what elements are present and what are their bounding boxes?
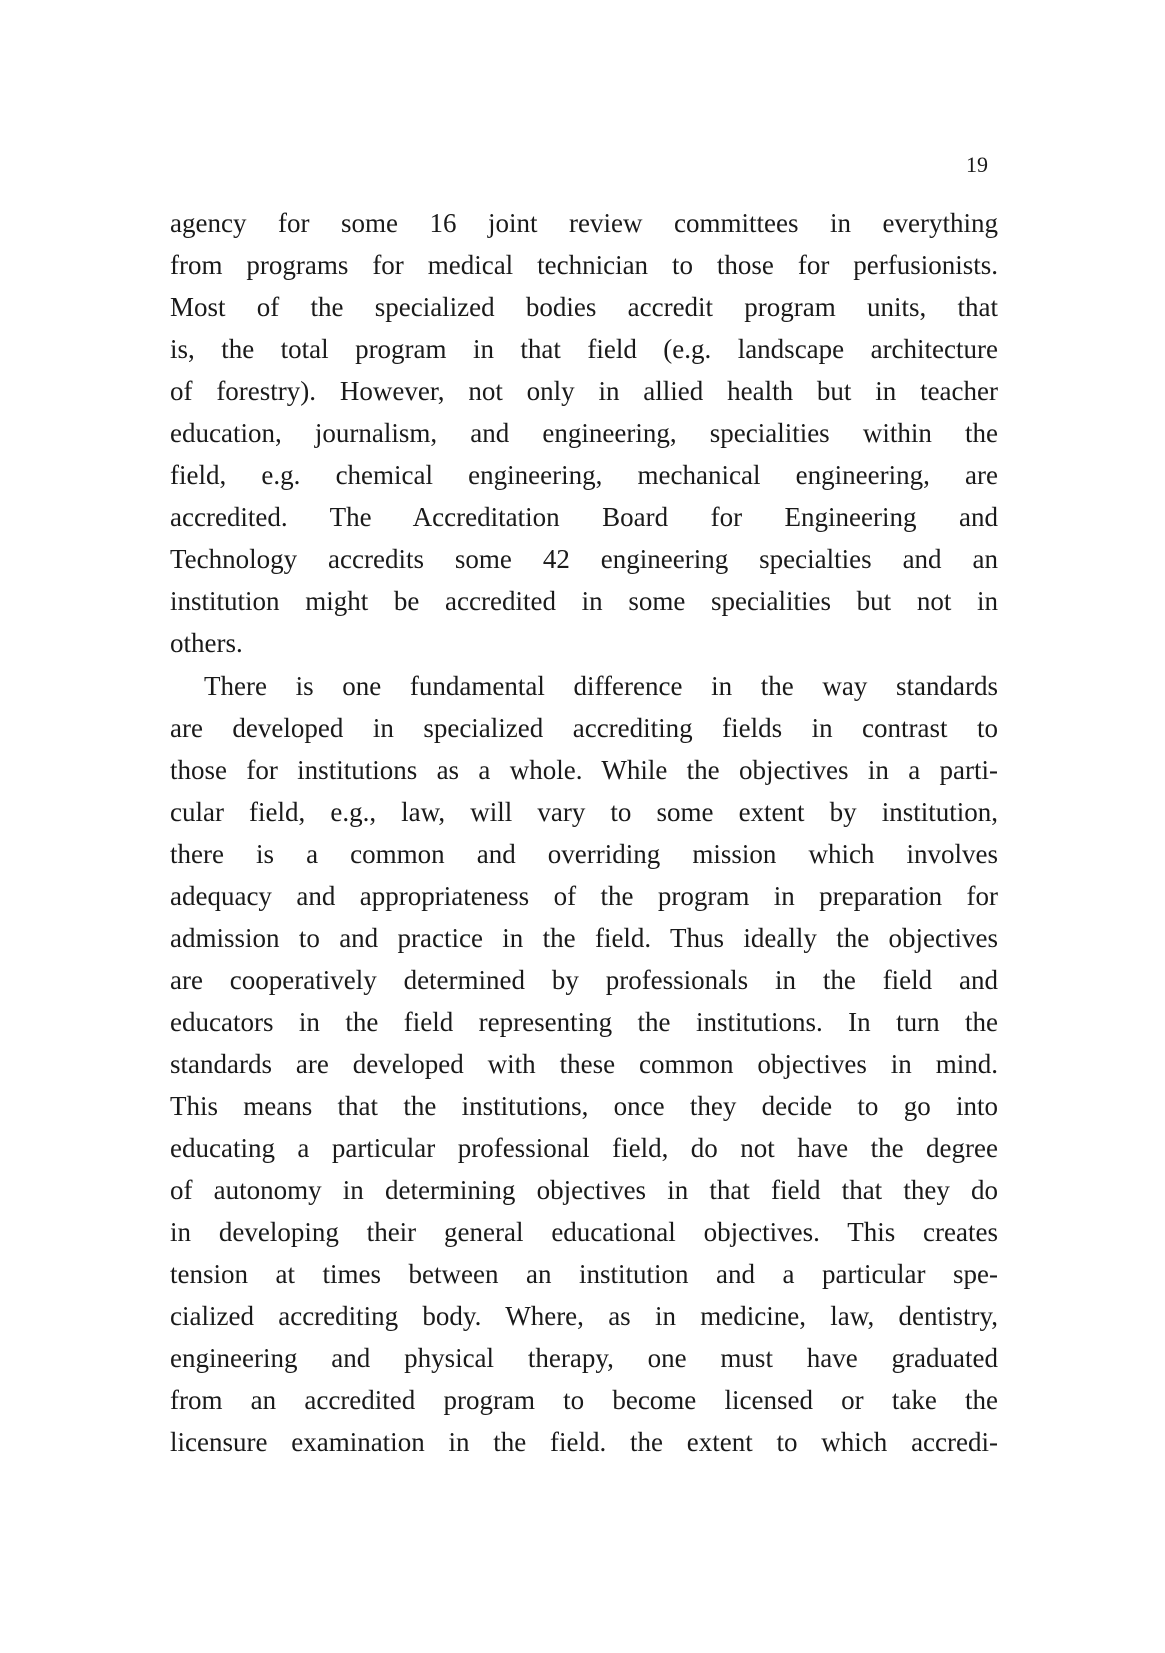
text-line: cialized accrediting body. Where, as in medicine, law, dentistry, bbox=[170, 1301, 998, 1331]
text-line: field, e.g. chemical engineering, mechanical engineering, are bbox=[170, 460, 998, 490]
text-line: adequacy and appropriateness of the program in preparation for bbox=[170, 881, 998, 911]
text-line: agency for some 16 joint review committees in everything bbox=[170, 208, 998, 238]
text-line: in developing their general educational objectives. This creates bbox=[170, 1217, 998, 1247]
text-line: This means that the institutions, once they decide to go into bbox=[170, 1091, 998, 1121]
text-line: from programs for medical technician to those for perfusionists. bbox=[170, 250, 998, 280]
text-line: from an accredited program to become licensed or take the bbox=[170, 1385, 998, 1415]
text-line: educating a particular professional field, do not have the degree bbox=[170, 1133, 998, 1163]
text-line: tension at times between an institution and a particular spe- bbox=[170, 1259, 998, 1289]
text-line: others. bbox=[170, 628, 243, 658]
text-line: educators in the field representing the institutions. In turn the bbox=[170, 1007, 998, 1037]
text-line: of autonomy in determining objectives in that field that they do bbox=[170, 1175, 998, 1205]
text-line: Most of the specialized bodies accredit program units, that bbox=[170, 292, 998, 322]
text-line: cular field, e.g., law, will vary to some extent by institution, bbox=[170, 797, 998, 827]
text-line: those for institutions as a whole. While the objectives in a parti- bbox=[170, 755, 998, 785]
text-line: there is a common and overriding mission which involves bbox=[170, 839, 998, 869]
text-line: licensure examination in the field. the extent to which accredi- bbox=[170, 1427, 998, 1457]
text-line: education, journalism, and engineering, specialities within the bbox=[170, 418, 998, 448]
paragraph-first-line: There is one fundamental difference in the way standards bbox=[204, 671, 998, 701]
text-line: is, the total program in that field (e.g. landscape architecture bbox=[170, 334, 998, 364]
text-line: of forestry). However, not only in allied health but in teacher bbox=[170, 376, 998, 406]
text-line: admission to and practice in the field. Thus ideally the objectives bbox=[170, 923, 998, 953]
text-line: are developed in specialized accrediting fields in contrast to bbox=[170, 713, 998, 743]
text-line: Technology accredits some 42 engineering specialties and an bbox=[170, 544, 998, 574]
text-line: are cooperatively determined by professionals in the field and bbox=[170, 965, 998, 995]
page-number: 19 bbox=[966, 152, 988, 177]
text-line: institution might be accredited in some specialities but not in bbox=[170, 586, 998, 616]
text-line: accredited. The Accreditation Board for Engineering and bbox=[170, 502, 998, 532]
text-line: engineering and physical therapy, one must have graduated bbox=[170, 1343, 998, 1373]
text-line: standards are developed with these common objectives in mind. bbox=[170, 1049, 998, 1079]
